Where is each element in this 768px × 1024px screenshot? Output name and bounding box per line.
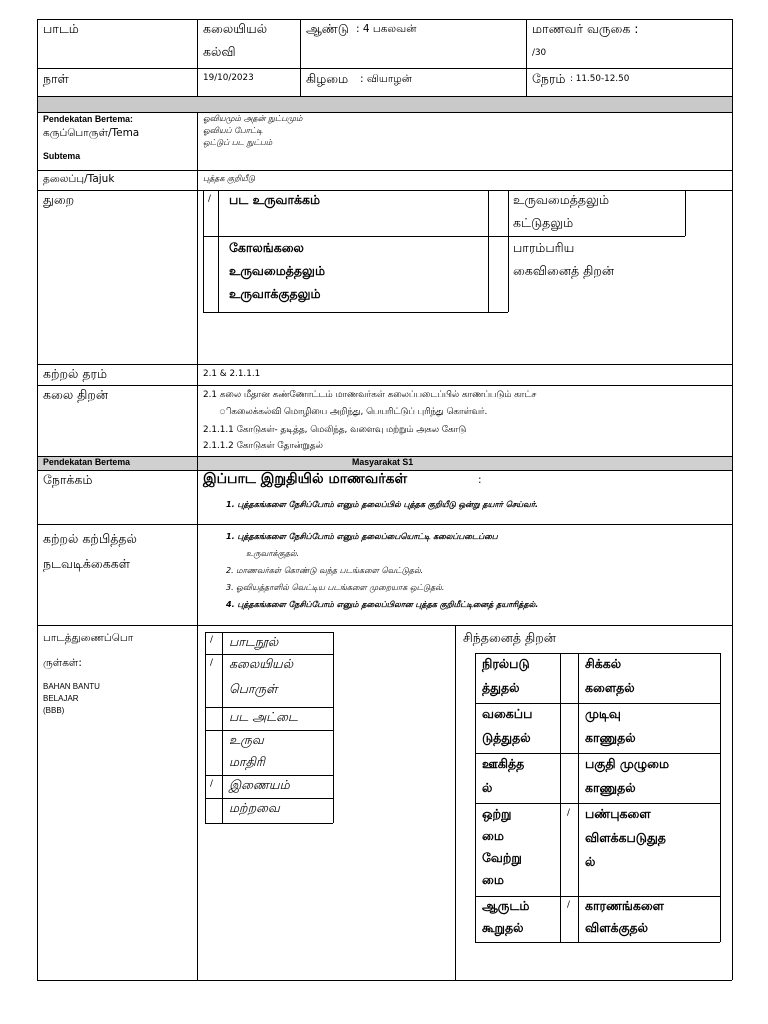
material-item-art-supplies: கலையியல் (229, 656, 294, 671)
activities-label: கற்றல் கற்பித்தல் (43, 531, 137, 546)
material-mark: / (210, 635, 213, 645)
row-line (37, 68, 732, 69)
thinking-item: ல் (585, 854, 596, 869)
thinking-item: ஒற்று (482, 806, 512, 821)
column-divider (197, 112, 198, 980)
material-item-model: உருவ (229, 732, 264, 747)
thinking-item: முடிவு (585, 706, 621, 721)
materials-label: BAHAN BANTU (43, 682, 100, 691)
thinking-item: பகுதி முழுமை (585, 756, 670, 771)
domain-item-kolam: உருவமைத்தலும் (229, 263, 325, 278)
domain-item-forming: உருவமைத்தலும் (513, 192, 609, 207)
materials-label: ருள்கள்: (43, 657, 82, 669)
theme-value: ஓவியமும் அதன் நுட்பமும் (203, 114, 303, 123)
thinking-item: டுத்துதல் (482, 730, 531, 745)
objective-heading: இப்பாட இறுதியில் மாணவர்கள் (203, 471, 408, 487)
thinking-item: வகைப்ப (482, 706, 533, 721)
theme-value: ஓவியப் போட்டி (203, 126, 263, 135)
theme-label: Subtema (43, 151, 81, 161)
thinking-item: வேற்று (482, 850, 522, 865)
materials-label: பாடத்துணைப்பொ (43, 632, 134, 644)
year-label: ஆண்டு (306, 21, 349, 36)
domain-item-craft: கைவினைத் திறன் (513, 263, 614, 278)
standard-label: கற்றல் தரம் (43, 366, 108, 381)
thinking-item: களைதல் (585, 680, 635, 695)
thinking-heading: சிந்தனைத் திறன் (463, 630, 556, 645)
standard-value: 2.1 & 2.1.1.1 (203, 369, 261, 379)
thinking-item: சிக்கல் (585, 656, 622, 671)
band-center-text: Masyarakat S1 (352, 457, 414, 467)
thinking-item: ஊகித்த (482, 756, 525, 771)
subject-value: கலையியல் (203, 21, 268, 36)
activities-label: நடவடிக்கைகள் (43, 556, 130, 571)
thinking-item: நிரல்படு (482, 656, 530, 671)
objective-label: நோக்கம் (43, 472, 93, 487)
day-label: கிழமை (306, 71, 349, 86)
time-value: : 11.50-12.50 (570, 74, 630, 84)
thinking-mark: / (567, 900, 570, 910)
row-line (37, 364, 732, 365)
thinking-item: விளக்குதல் (585, 920, 649, 935)
activity-item: 3. ஓவியத்தாளில் வெட்டிய படங்களை முறையாக ஒட்டுதல். (226, 583, 445, 592)
column-divider (197, 19, 198, 96)
date-label: நாள் (43, 71, 69, 86)
art-skill-line: ிகலைக்கல்வி மொழியை அறிந்து, பெயரிட்டுப் புரிந்து கொள்வர். (219, 407, 488, 417)
table-border-top (37, 19, 732, 20)
domain-item-forming: கட்டுதலும் (513, 215, 574, 230)
material-item-others: மற்றவை (229, 800, 280, 815)
domain-item-image-making: பட உருவாக்கம் (229, 192, 321, 207)
material-item-model: மாதிரி (229, 754, 265, 769)
thinking-item: மை (482, 872, 504, 887)
objective-colon: : (478, 474, 482, 486)
thinking-item: ல் (482, 780, 493, 795)
objective-item: 1. புத்தகங்களை நேசிப்போம் எனும் தலைப்பில் புத்தக குறியீடு ஒன்று தயார் செய்வர். (226, 500, 539, 509)
row-line (37, 385, 732, 386)
attendance-value: /30 (532, 48, 547, 58)
theme-label: கருப்பொருள்/Tema (43, 127, 140, 139)
thinking-item: விளக்கபடுதுத (585, 830, 666, 845)
thinking-item: கூறுதல் (482, 920, 524, 935)
art-skill-label: கலை திறன் (43, 387, 109, 402)
attendance-label: மாணவர் வருகை : (532, 21, 639, 36)
art-skill-line: 2.1 கலை மீதான கண்ணோட்டம் மாணவர்கள் கலைப்படைப்பில் காணப்படும் காட்ச (203, 390, 537, 400)
thinking-item: த்துதல் (482, 680, 520, 695)
thinking-item: காரணங்களை (585, 898, 664, 913)
material-item-picture-card: பட அட்டை (229, 709, 298, 724)
activity-item: 4. புத்தகங்களை நேசிப்போம் எனும் தலைப்பிலான புத்தக குறிமீட்டினைத் தயாரித்தல். (226, 600, 539, 609)
table-border-left (37, 19, 38, 980)
day-value: : வியாழன் (360, 73, 412, 85)
table-border-right (732, 19, 733, 980)
row-line (37, 170, 732, 171)
thinking-item: மை (482, 828, 504, 843)
material-mark: / (210, 779, 213, 789)
title-label: தலைப்பு/Tajuk (43, 173, 115, 185)
activity-item: 1. புத்தகங்களை நேசிப்போம் எனும் தலைப்பையொட்டி கலைப்படைப்பை (226, 532, 498, 541)
thinking-item: காணுதல் (585, 780, 636, 795)
domain-item-kolam: கோலங்கலை (229, 240, 304, 255)
materials-label: BELAJAR (43, 694, 79, 703)
materials-label: (BBB) (43, 706, 65, 715)
domain-label: துறை (43, 192, 75, 207)
activity-item: உருவாக்குதல். (246, 549, 300, 558)
theme-value: ஒட்டுப் பட நுட்பம் (203, 138, 273, 147)
material-item-art-supplies: பொருள் (229, 681, 278, 696)
thinking-item: காணுதல் (585, 730, 636, 745)
subject-label: பாடம் (43, 21, 79, 36)
material-item-textbook: பாடநூல் (229, 634, 279, 649)
subject-value: கல்வி (203, 44, 236, 59)
theme-label: Pendekatan Bertema: (43, 114, 133, 124)
title-value: புத்தக குறியீடு (203, 174, 255, 183)
time-label: நேரம் (532, 71, 566, 86)
table-border-bottom (37, 980, 732, 981)
domain-check-mark: / (208, 194, 211, 204)
year-value: : 4 பகலவன் (356, 23, 417, 35)
thinking-divider (455, 625, 456, 980)
header-divider (526, 19, 527, 96)
activity-item: 2. மாணவர்கள் கொண்டு வந்த படங்களை வெட்டுதல். (226, 566, 424, 575)
date-value: 19/10/2023 (203, 73, 254, 83)
art-skill-line: 2.1.1.2 கோடுகள் தோன்றுதல் (203, 441, 323, 451)
material-mark: / (210, 658, 213, 668)
art-skill-line: 2.1.1.1 கோடுகள்- தடித்த, மெலிந்த, வளைவு மற்றும் அகல கோடு (203, 425, 467, 435)
band-left-text: Pendekatan Bertema (43, 457, 131, 467)
domain-item-craft: பாரம்பரிய (513, 240, 575, 255)
row-line (37, 524, 732, 525)
thinking-item: பண்புகளை (585, 806, 651, 821)
row-line (37, 96, 732, 97)
thinking-mark: / (567, 808, 570, 818)
header-divider (300, 19, 301, 96)
material-item-internet: இணையம் (229, 777, 290, 792)
thinking-item: ஆருடம் (482, 898, 530, 913)
domain-item-kolam: உருவாக்குதலும் (229, 286, 321, 301)
section-divider-band (37, 96, 732, 112)
row-line (37, 112, 732, 113)
row-line (37, 625, 732, 626)
